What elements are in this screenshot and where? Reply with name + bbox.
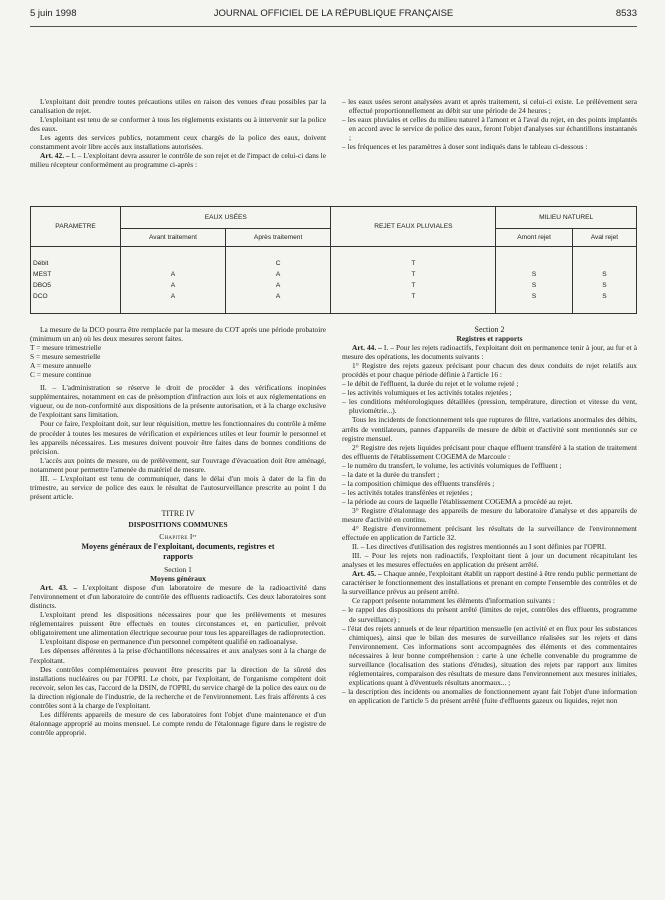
article-text: L'exploitant dispose d'un laboratoire de mesure de la radioactivité dans l'environnement et d'un laboratoire de contrôle des effluents radioactifs. Ces deux laboratoires sont distincts. (30, 583, 326, 611)
table-cell: A (121, 269, 226, 280)
table-cell: T (331, 269, 496, 280)
table-cell (225, 302, 331, 314)
table-cell: T (331, 258, 496, 269)
table-cell: S (496, 291, 573, 302)
paragraph: Des contrôles complémentaires peuvent être prescrits par la direction de la sûreté des installations nucléaires ou par l'OPRI. Le choix, par l'exploitant, de l'organisme compétent doit recevoir, selon les cas, l'accord de la DSIN, de l'OPRI, du service chargé de la police des eaux ou de la direction régionale de l'industrie, de la recherche et de l'environnement. Les frais afférents à ces contrôles sont à la charge de l'exploitant. (30, 664, 326, 710)
list-item: – les eaux pluviales et celles du milieu naturel à l'amont et à l'aval du rejet, en des points implantés en accord avec le service de police des eaux, feront l'objet d'analyses sur échantillons instantanés ; (342, 115, 637, 143)
paragraph: Ce rapport présente notamment les éléments d'information suivants : (352, 596, 555, 606)
col-header-parameter: PARAMETRE (31, 207, 121, 247)
list-item: – le rappel des dispositions du présent arrêté (limites de rejet, contrôles des effluents, programme de surveillance) ; (342, 605, 637, 624)
table-cell (572, 302, 636, 314)
col-header-apres: Après traitement (225, 229, 331, 247)
table-cell (31, 246, 121, 258)
paragraph: Les agents des services publics, notamment ceux chargés de la police des eaux, doivent constamment avoir libre accès aux installations autorisées. (30, 133, 326, 152)
col-header-amont: Amont rejet (496, 229, 573, 247)
paragraph: II. – Les directives d'utilisation des registres mentionnés au I sont définies par l'OPRI. (352, 542, 607, 552)
list-item: – la date et la durée du transfert ; (342, 469, 440, 479)
paragraph: Pour ce faire, l'exploitant doit, sur leur réquisition, mettre les fonctionnaires du contrôle à même de procéder à toutes les mesures de vérification et expériences utiles et leur fournir le personnel et les appareils nécessaires. Les mesures doivent pouvoir être faites dans de bonnes conditions de précision. (30, 419, 326, 456)
paragraph: 3° Registre d'étalonnage des appareils de mesure du laboratoire d'analyse et des appareils de mesure d'activité en continu. (342, 505, 637, 524)
table-cell (121, 258, 226, 269)
left-column (30, 325, 326, 737)
article-label: Art. 45. – (352, 569, 382, 579)
table-cell: S (496, 280, 573, 291)
section-title: Registres et rapports (456, 334, 523, 344)
table-cell: S (496, 269, 573, 280)
list-item: – les eaux usées seront analysées avant et après traitement, si celui-ci existe. Le prélèvement sera effectué proportionnellement au débit sur une période de 24 heures ; (342, 97, 637, 116)
list-item: – les activités totales transférées et rejetées ; (342, 487, 473, 497)
paragraph: L'exploitant dispose en permanence d'un personnel compétent qualifié en radioanalyse. (40, 637, 298, 647)
chapter-title: Moyens généraux de l'exploitant, documents, registres et rapports (81, 542, 275, 562)
table-cell (121, 246, 226, 258)
list-item: – le numéro du transfert, le volume, les activités volumiques de l'effluent ; (342, 460, 562, 470)
top-left-column (30, 97, 326, 169)
table-cell: DCO (31, 291, 121, 302)
table-cell (496, 246, 573, 258)
dispositions-heading: DISPOSITIONS COMMUNES (128, 519, 228, 529)
col-header-aval: Aval rejet (572, 229, 636, 247)
table-cell: S (572, 280, 636, 291)
table-cell (496, 258, 573, 269)
table-cell: S (572, 269, 636, 280)
col-header-rejet-pluvial: REJET EAUX PLUVIALES (331, 207, 496, 247)
paragraph: 4° Registre d'environnement précisant les résultats de la surveillance de l'environnement effectuée en application de l'article 32. (342, 524, 637, 543)
list-item: – les activités volumiques et les activités totales rejetées ; (342, 388, 512, 398)
paragraph: 2° Registre des rejets liquides précisant pour chaque effluent transféré à la station de traitement des effluents de l'établissement COGEMA de Marcoule : (342, 442, 637, 461)
list-item: – la période au cours de laquelle l'établissement COGEMA a procédé au rejet. (342, 496, 573, 506)
table-cell (31, 302, 121, 314)
article-text: I. – Pour les rejets radioactifs, l'exploitant doit en permanence tenir à jour, au fur et à mesure des opérations, les documents suivants : (342, 343, 637, 362)
table-row (31, 258, 637, 269)
table-cell (331, 302, 496, 314)
paragraph: La mesure de la DCO pourra être remplacée par la mesure du COT après une période probatoire (minimum un an) où les deux mesures seront faites. (30, 325, 326, 344)
table-cell: Débit (31, 258, 121, 269)
table-cell: A (121, 291, 226, 302)
legend-item: C = mesure continue (30, 370, 92, 380)
table-cell (121, 302, 226, 314)
list-item: – la description des incidents ou anomalies de fonctionnement ayant fait l'objet d'une information en application de l'article 5 du présent arrêté (fuite d'effluents gazeux ou liquides, rejet non (342, 686, 637, 705)
article-42 (30, 151, 326, 169)
list-item: – le débit de l'effluent, la durée du rejet et le volume rejeté ; (342, 379, 519, 389)
table-cell (496, 302, 573, 314)
table-cell: A (121, 280, 226, 291)
top-right-column (342, 97, 637, 151)
chapter-heading: Chapitre Iᵉʳ (159, 531, 197, 541)
list-item: – l'état des rejets annuels et de leur répartition mensuelle (en activité et en flux pour les substances chimiques), ainsi que le bilan des mesures de surveillance réalisées sur les rejets et dans l'environnement. Ces informations sont accompagnées des éléments et des commentaires nécessaires à leur bonne compréhension : carte à une échelle convenable du programme de surveillance (localisation des stations d'études), situation des rejets par rapport aux limites réglementaires, comparaison des résultats de mesure dans l'environnement aux mesures initiales, explications quant à d'éventuels résultats anormaux... ; (342, 623, 637, 687)
list-item: – les fréquences et les paramètres à doser sont indiqués dans le tableau ci-dessous : (342, 142, 588, 152)
table-cell (331, 246, 496, 258)
journal-title: JOURNAL OFFICIEL DE LA RÉPUBLIQUE FRANÇAISE (213, 8, 454, 19)
table-cell: A (225, 269, 331, 280)
paragraph: L'exploitant doit prendre toutes précautions utiles en raison des venues d'eau possibles par la canalisation de rejet. (30, 97, 326, 116)
list-item: – la composition chimique des effluents transférés ; (342, 478, 495, 488)
article-text: Chaque année, l'exploitant établit un rapport destiné à être rendu public permettant de caractériser le fonctionnement des installations et prenant en compte l'ensemble des contrôles et de la surveillance prévus au présent arrêté. (342, 569, 638, 597)
paragraph: L'exploitant prend les dispositions nécessaires pour que les prélèvements et mesures réglementaires puissent être effectués en toutes circonstances et, en particulier, prévoit obligatoirement une alimentation électrique secourue pour tous les appareillages de radioprotection. (30, 610, 326, 638)
paragraph: II. – L'administration se réserve le droit de procéder à des vérifications inopinées supplémentaires, notamment en cas de présomption d'infraction aux lois et aux réglementations en vigueur, ou de non-conformité aux dispositions de la présente autorisation, et à la charge exclusive de l'exploitant sans limitation. (30, 383, 326, 420)
paragraph: L'accès aux points de mesure, ou de prélèvement, sur l'ouvrage d'évacuation doit être aménagé, notamment pour permettre l'amenée du matériel de mesure. (30, 455, 326, 474)
section-title: Moyens généraux (150, 574, 206, 584)
table-cell: T (331, 291, 496, 302)
legend-item: T = mesure trimestrielle (30, 343, 102, 353)
article-45 (342, 569, 637, 596)
table-cell: A (225, 291, 331, 302)
col-header-eaux-usees: EAUX USÉES (121, 207, 331, 229)
page-number: 8533 (615, 8, 637, 19)
table-cell: A (225, 280, 331, 291)
header-rule (30, 26, 637, 27)
right-column (342, 325, 637, 705)
article-label: Art. 44. – (352, 343, 382, 353)
list-item: – les conditions météorologiques détaillées (pression, température, direction et vitesse du vent, pluviométrie...). (342, 397, 637, 416)
table-cell (572, 246, 636, 258)
article-text: I. – L'exploitant devra assurer le contrôle de son rejet et de l'impact de celui-ci dans le milieu récepteur conformément au programme ci-après : (30, 151, 326, 170)
table-cell (225, 246, 331, 258)
parameters-table (30, 206, 637, 314)
table-row (31, 291, 637, 302)
paragraph: Les différents appareils de mesure de ces laboratoires font l'objet d'une maintenance et d'un étalonnage approprié au moins mensuel. Le compte rendu de l'étalonnage figure dans le registre de contrôle approprié. (30, 709, 326, 737)
issue-date: 5 juin 1998 (30, 8, 77, 19)
paragraph: III. – Pour les rejets non radioactifs, l'exploitant tient à jour un document récapitulant les analyses et les mesures effectuées en application du présent arrêté. (342, 551, 637, 570)
table-cell (572, 258, 636, 269)
table-row (31, 269, 637, 280)
table-cell: T (331, 280, 496, 291)
article-label: Art. 42. – (40, 151, 70, 161)
paragraph: Les dépenses afférentes à la prise d'échantillons nécessaires et aux analyses sont à la charge de l'exploitant. (30, 646, 326, 665)
page-header (30, 8, 637, 22)
col-header-milieu: MILIEU NATUREL (496, 207, 637, 229)
table-cell: C (225, 258, 331, 269)
col-header-avant: Avant traitement (121, 229, 226, 247)
legend-item: A = mesure annuelle (30, 361, 92, 371)
titre-heading: TITRE IV (161, 508, 195, 518)
paragraph: 1° Registre des rejets gazeux précisant pour chacun des deux conduits de rejet relatifs aux procédés et pour chaque période définie à l'article 16 : (342, 361, 637, 380)
paragraph: III. – L'exploitant est tenu de communiquer, dans le délai d'un mois à dater de la fin du trimestre, au service de police des eaux le résultat de l'autosurveillance prescrite au point I du présent article. (30, 473, 326, 501)
table-cell: S (572, 291, 636, 302)
article-44 (342, 343, 637, 361)
table-cell: DBO5 (31, 280, 121, 291)
article-label: Art. 43. – (40, 583, 78, 593)
section-heading: Section 2 (474, 325, 505, 334)
paragraph: Tous les incidents de fonctionnement tels que ruptures de filtre, variations anormales des débits, arrêts de ventilateurs, pannes d'appareils de mesure de débit et d'activité sont mentionnés sur ce registre mensuel. (342, 415, 637, 443)
section-heading: Section 1 (164, 565, 192, 575)
legend-item: S = mesure semestrielle (30, 352, 101, 362)
article-43 (30, 583, 326, 610)
table-cell: MEST (31, 269, 121, 280)
paragraph: L'exploitant est tenu de se conformer à tous les règlements existants ou à intervenir sur la police des eaux. (30, 115, 326, 134)
table-row (31, 280, 637, 291)
